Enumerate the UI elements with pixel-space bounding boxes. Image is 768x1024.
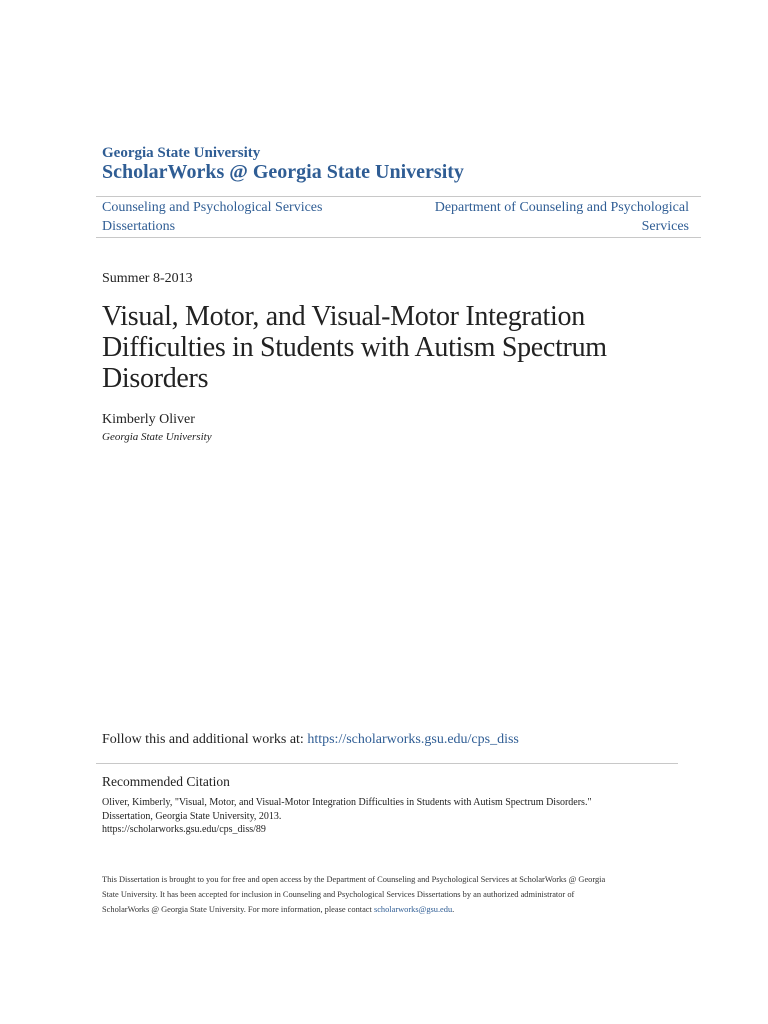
access-line-3: [102, 902, 672, 917]
publication-date: Summer 8-2013: [102, 271, 193, 286]
collection-url-link[interactable]: https://scholarworks.gsu.edu/cps_diss: [307, 732, 519, 747]
citation-line-2: Dissertation, Georgia State University, 2013.: [102, 810, 282, 822]
citation-line-3: https://scholarworks.gsu.edu/cps_diss/89: [102, 824, 266, 835]
header-divider-top: [96, 196, 701, 197]
access-line-3-suffix: .: [452, 905, 455, 914]
title-line-2: Difficulties in Students with Autism Spectrum: [102, 332, 607, 363]
author-name: Kimberly Oliver: [102, 412, 195, 427]
university-name: Georgia State University: [102, 145, 261, 161]
access-line-1: This Dissertation is brought to you for free and open access by the Department of Counseling and Psychological Services at ScholarWorks @ Georgia: [102, 875, 606, 884]
header-divider-bottom: [96, 237, 701, 238]
access-line-2: State University. It has been accepted for inclusion in Counseling and Psychological Services Dissertations by an authorized administrator of: [102, 890, 575, 899]
citation-line-1: Oliver, Kimberly, "Visual, Motor, and Visual-Motor Integration Difficulties in Students with Autism Spectrum Disorders.": [102, 797, 592, 808]
follow-works-line: [102, 732, 519, 748]
contact-email-link[interactable]: scholarworks@gsu.edu: [373, 905, 453, 914]
author-affiliation: Georgia State University: [102, 431, 212, 443]
collection-left-line2: Dissertations: [102, 219, 176, 234]
document-title: [102, 301, 662, 394]
follow-text: Follow this and additional works at:: [102, 732, 308, 747]
repository-title[interactable]: ScholarWorks @ Georgia State University: [102, 161, 464, 183]
department-link-right[interactable]: [409, 198, 689, 236]
access-line-3-prefix: ScholarWorks @ Georgia State University. For more information, please contact: [102, 905, 374, 914]
department-right-line1: Department of Counseling and Psychological: [434, 200, 689, 215]
citation-body: [102, 796, 662, 837]
collection-left-line1: Counseling and Psychological Services: [102, 200, 323, 215]
title-line-1: Visual, Motor, and Visual-Motor Integration: [102, 301, 585, 332]
access-statement: [102, 872, 672, 917]
department-right-line2: Services: [641, 219, 689, 234]
citation-divider: [96, 763, 678, 764]
citation-heading: Recommended Citation: [102, 774, 230, 789]
title-line-3: Disorders: [102, 363, 209, 394]
collection-link-left[interactable]: [102, 198, 352, 236]
